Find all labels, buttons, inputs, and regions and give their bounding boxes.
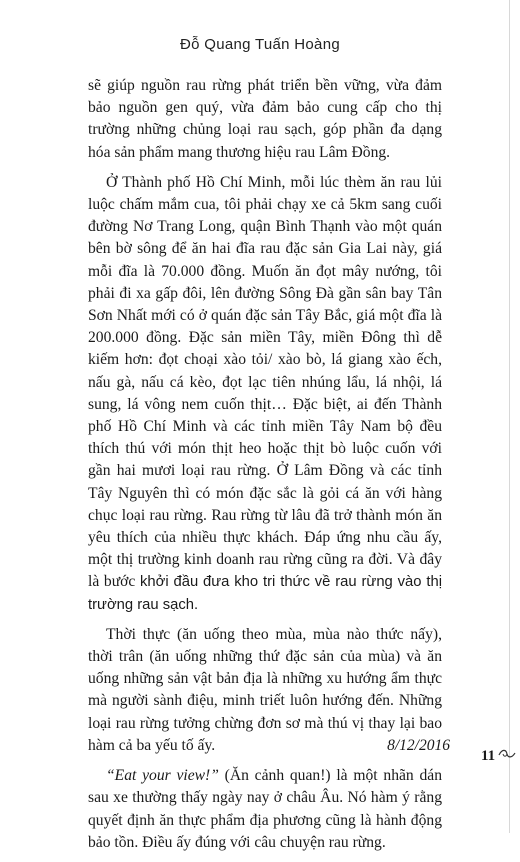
paragraph-4 <box>88 765 442 854</box>
page-number: 11 <box>481 748 496 764</box>
page-edge-rule <box>509 0 510 833</box>
paragraph-1: sẽ giúp nguồn rau rừng phát triển bền vững, vừa đảm bảo nguồn gen quý, vừa đảm bảo cung cấp cho thị trường những chủng loại rau sạch, góp phần đa dạng hóa sản phẩm mang thương hiệu rau Lâm Đồng. <box>88 77 442 161</box>
paragraph-4-rest: (Ăn cảnh quan!) là một nhãn dán sau xe thường thấy ngày nay ở châu Âu. Nó hàm ý rằng quyết định ăn thực phẩm địa phương cũng là hành động bảo tồn. Điều ấy đúng với câu chuyện rau rừng. <box>88 767 442 851</box>
running-header-author: Đỗ Quang Tuấn Hoàng <box>180 36 340 53</box>
paragraph-2-main: Ở Thành phố Hồ Chí Minh, mỗi lúc thèm ăn rau lủi luộc chấm mắm cua, tôi phải chạy xe cả 5km sang cuối đường Nơ Trang Long, quận Bình Thạnh vào một quán bên bờ sông để ăn hai đĩa rau đặc sản Gia Lai này, giá mỗi đĩa là 70.000 đồng. Muốn ăn đọt mây nướng, tôi phải đi xa gấp đôi, lên đường Sông Đà gần sân bay Tân Sơn Nhất mới có ở quán đặc sản Tây Bắc, giá một đĩa là 200.000 đồng. Đặc sản miền Tây, miền Đông thì dễ kiếm hơn: đọt choại xào tỏi/ xào bò, lá giang xào ếch, nấu gà, nấu cá kèo, đọt lạc tiên nhúng lẩu, lá nhội, lá sung, lá vông nem cuốn thịt… Đặc biệt, ai đến Thành phố Hồ Chí Minh và các tỉnh miền Tây Nam bộ đều thích thú với món thịt heo hoặc thịt bò luộc cuốn với gần hai mươi loại rau rừng. Ở Lâm Đồng và các tỉnh Tây Nguyên thì có món đặc sắc là gỏi cá ăn với hàng chục loại rau rừng. Rau rừng từ lâu đã trở thành món ăn yêu thích của nhiều thực khách. Đáp ứng nhu cầu ấy, một thị trường kinh doanh rau rừng cũng ra đời. Và đây là bước <box>88 173 442 591</box>
folio-ornament-icon <box>498 748 516 764</box>
paragraph-2 <box>88 172 442 616</box>
paragraph-2-tail: khởi đầu đưa kho tri thức về rau rừng vào thị trường rau sạch. <box>88 574 443 613</box>
paragraph-3: Thời thực (ăn uống theo mùa, mùa nào thức nấy), thời trân (ăn uống những thứ đặc sản của mùa) và ăn uống những sản vật bản địa là những xu hướng ẩm thực mà người sành điệu, minh triết luôn hướng đến. Những loại rau rừng tưởng chừng đơn sơ mà thú vị thay lại bao hàm cả ba yếu tố ấy. <box>88 625 442 754</box>
paragraph-4-quote: “Eat your view!” <box>106 767 219 785</box>
article-date: 8/12/2016 <box>387 737 450 754</box>
